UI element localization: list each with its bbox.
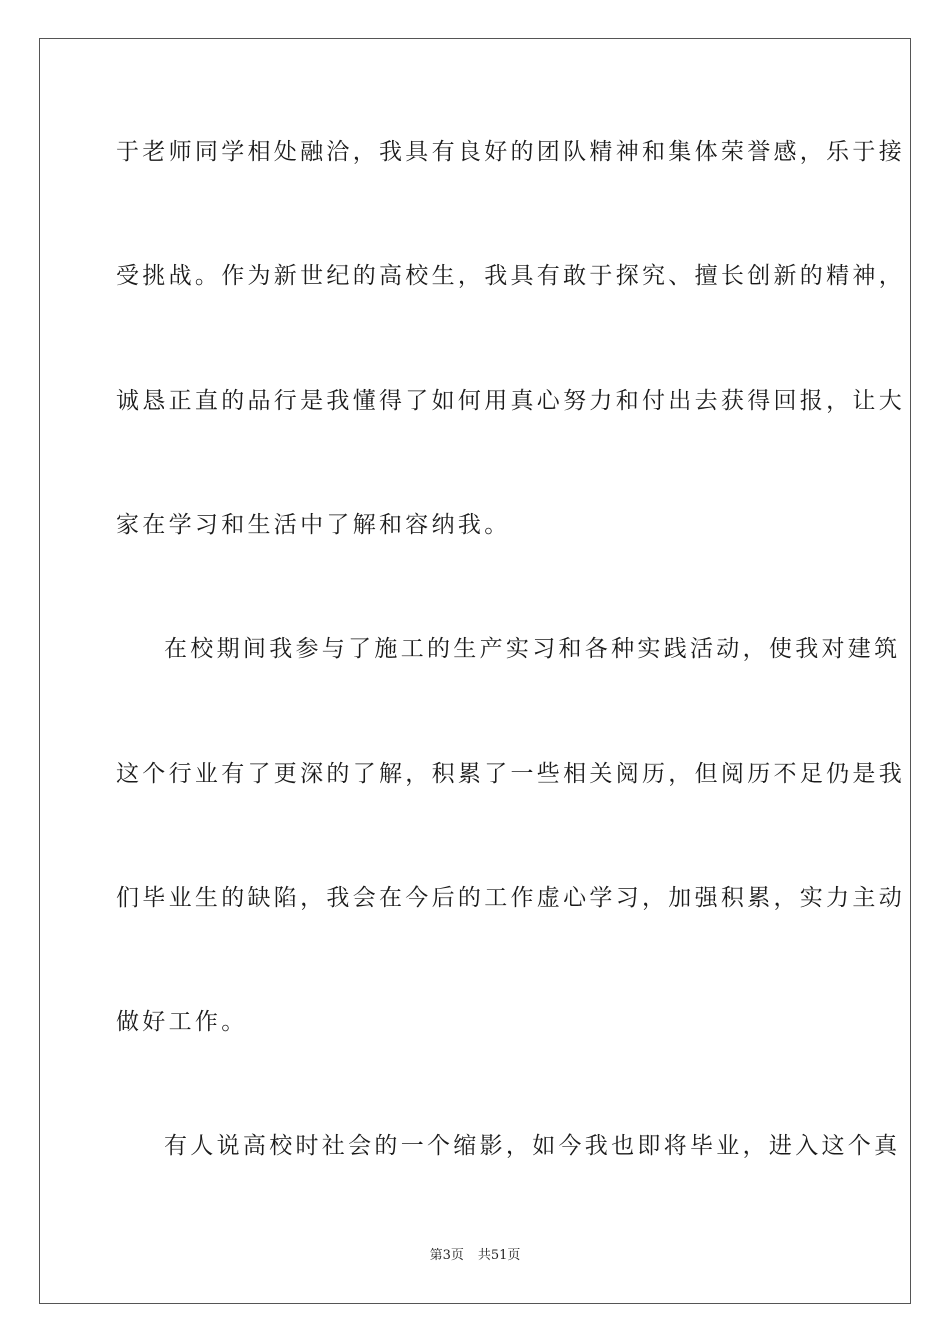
paragraph-line: 家在学习和生活中了解和容纳我。: [116, 512, 511, 538]
paragraph-line: 诚恳正直的品行是我懂得了如何用真心努力和付出去获得回报，让大: [116, 388, 905, 414]
paragraph-line: 这个行业有了更深的了解，积累了一些相关阅历，但阅历不足仍是我: [116, 761, 905, 787]
page-total: 共51页: [477, 1248, 521, 1263]
page-number: 第3页: [429, 1248, 464, 1263]
paragraph-line: 有人说高校时社会的一个缩影，如今我也即将毕业，进入这个真: [164, 1133, 901, 1159]
paragraph-line: 做好工作。: [116, 1009, 248, 1035]
page-frame: [39, 38, 911, 1304]
page-footer: [0, 1247, 950, 1265]
paragraph-line: 们毕业生的缺陷，我会在今后的工作虚心学习，加强积累，实力主动: [116, 885, 905, 911]
paragraph-line: 在校期间我参与了施工的生产实习和各种实践活动，使我对建筑: [164, 636, 901, 662]
paragraph-line: 受挑战。作为新世纪的高校生，我具有敢于探究、擅长创新的精神，: [116, 263, 905, 289]
paragraph-line: 于老师同学相处融洽，我具有良好的团队精神和集体荣誉感，乐于接: [116, 139, 905, 165]
